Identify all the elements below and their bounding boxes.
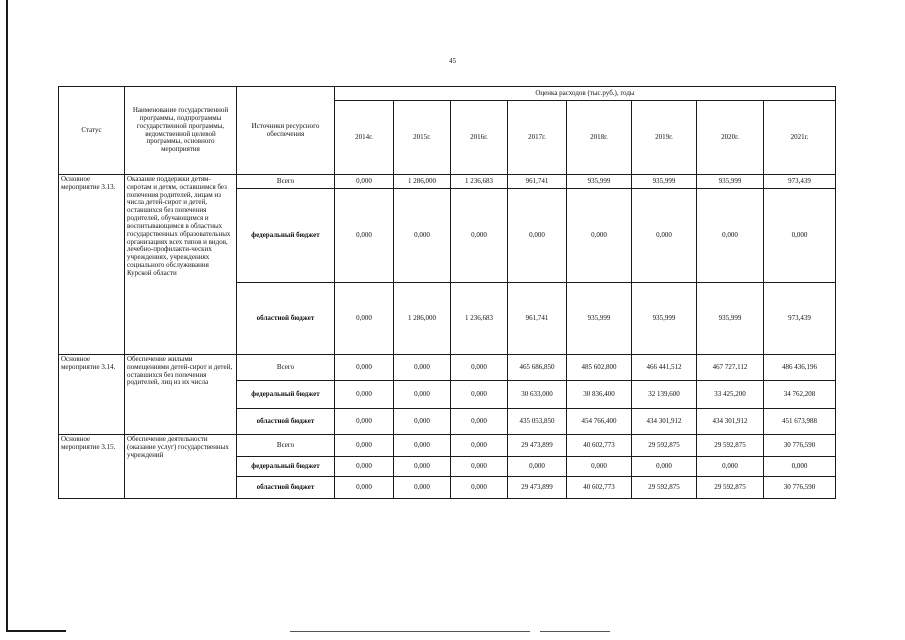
- value-cell: 467 727,112: [697, 355, 764, 381]
- program-name-cell: Обеспечение жилыми помещениями детей-сирот и детей, оставшихся без попечения родителей, лиц из их числа: [125, 355, 237, 435]
- value-cell: 0,000: [394, 457, 451, 477]
- header-name: Наименование государственной программы, подпрограммы государственной программы, ведомственной целевой программы, основного мероприятия: [125, 87, 237, 175]
- page-bottom-artifact: [540, 631, 610, 632]
- value-cell: 0,000: [335, 189, 394, 283]
- value-cell: 0,000: [451, 435, 508, 457]
- value-cell: 0,000: [567, 189, 632, 283]
- value-cell: 1 286,000: [394, 175, 451, 189]
- expenditure-table: [58, 86, 836, 499]
- value-cell: 935,999: [567, 175, 632, 189]
- source-cell: областной бюджет: [237, 283, 335, 355]
- value-cell: 0,000: [632, 457, 697, 477]
- value-cell: 0,000: [567, 457, 632, 477]
- status-cell: Основное мероприятие 3.13.: [59, 175, 125, 355]
- source-cell: Всего: [237, 175, 335, 189]
- value-cell: 30 633,000: [508, 381, 567, 409]
- value-cell: 0,000: [508, 189, 567, 283]
- value-cell: 0,000: [335, 355, 394, 381]
- value-cell: 435 053,850: [508, 409, 567, 435]
- value-cell: 0,000: [764, 189, 836, 283]
- page-left-border: [6, 0, 8, 632]
- year-header: 2014г.: [335, 101, 394, 175]
- page-bottom-artifact: [290, 631, 530, 632]
- page-number: 45: [449, 57, 456, 65]
- value-cell: 29 473,899: [508, 477, 567, 499]
- status-cell: Основное мероприятие 3.15.: [59, 435, 125, 499]
- value-cell: 935,999: [632, 283, 697, 355]
- year-header: 2017г.: [508, 101, 567, 175]
- value-cell: 973,439: [764, 283, 836, 355]
- value-cell: 1 236,683: [451, 175, 508, 189]
- source-cell: федеральный бюджет: [237, 381, 335, 409]
- value-cell: 30 836,400: [567, 381, 632, 409]
- value-cell: 0,000: [394, 435, 451, 457]
- year-header: 2021г.: [764, 101, 836, 175]
- value-cell: 34 762,208: [764, 381, 836, 409]
- value-cell: 0,000: [632, 189, 697, 283]
- program-name-cell: Оказание поддержки детям-сиротам и детям, оставшимся без попечения родителей, лицам из числа детей-сирот и детей, оставшихся без попечения родителей, обучающимся и воспитывающимся в областных государственных образовательных организациях всех типов и видов, лечебно-профилакти-ческих учреждениях, учреждениях социального обслуживания Курской области: [125, 175, 237, 355]
- value-cell: 0,000: [394, 381, 451, 409]
- value-cell: 1 236,683: [451, 283, 508, 355]
- value-cell: 466 441,512: [632, 355, 697, 381]
- value-cell: 0,000: [451, 477, 508, 499]
- value-cell: 0,000: [335, 457, 394, 477]
- value-cell: 0,000: [451, 355, 508, 381]
- value-cell: 29 592,875: [697, 477, 764, 499]
- year-header: 2020г.: [697, 101, 764, 175]
- year-header: 2019г.: [632, 101, 697, 175]
- value-cell: 0,000: [394, 355, 451, 381]
- value-cell: 0,000: [394, 409, 451, 435]
- value-cell: 29 473,899: [508, 435, 567, 457]
- value-cell: 40 602,773: [567, 435, 632, 457]
- value-cell: 0,000: [335, 477, 394, 499]
- header-estimate: Оценка расходов (тыс.руб.), годы: [335, 87, 836, 101]
- source-cell: федеральный бюджет: [237, 457, 335, 477]
- year-header: 2016г.: [451, 101, 508, 175]
- value-cell: 0,000: [697, 189, 764, 283]
- value-cell: 0,000: [335, 435, 394, 457]
- value-cell: 961,741: [508, 283, 567, 355]
- value-cell: 935,999: [632, 175, 697, 189]
- value-cell: 0,000: [335, 381, 394, 409]
- value-cell: 33 425,200: [697, 381, 764, 409]
- value-cell: 935,999: [697, 175, 764, 189]
- value-cell: 0,000: [451, 409, 508, 435]
- value-cell: 0,000: [451, 381, 508, 409]
- value-cell: 465 686,850: [508, 355, 567, 381]
- value-cell: 935,999: [697, 283, 764, 355]
- value-cell: 0,000: [335, 283, 394, 355]
- source-cell: областной бюджет: [237, 409, 335, 435]
- value-cell: 29 592,875: [697, 435, 764, 457]
- source-cell: областной бюджет: [237, 477, 335, 499]
- header-sources: Источники ресурсного обеспечения: [237, 87, 335, 175]
- value-cell: 29 592,875: [632, 435, 697, 457]
- value-cell: 485 602,800: [567, 355, 632, 381]
- value-cell: 0,000: [508, 457, 567, 477]
- value-cell: 0,000: [394, 189, 451, 283]
- value-cell: 434 301,912: [632, 409, 697, 435]
- program-name-cell: Обеспечение деятельности (оказание услуг) государственных учреждений: [125, 435, 237, 499]
- value-cell: 451 673,988: [764, 409, 836, 435]
- value-cell: 29 592,875: [632, 477, 697, 499]
- value-cell: 0,000: [764, 457, 836, 477]
- value-cell: 434 301,912: [697, 409, 764, 435]
- value-cell: 0,000: [335, 409, 394, 435]
- value-cell: 1 286,000: [394, 283, 451, 355]
- year-header: 2018г.: [567, 101, 632, 175]
- value-cell: 30 776,590: [764, 435, 836, 457]
- value-cell: 935,999: [567, 283, 632, 355]
- value-cell: 0,000: [335, 175, 394, 189]
- year-header: 2015г.: [394, 101, 451, 175]
- value-cell: 973,439: [764, 175, 836, 189]
- value-cell: 0,000: [451, 189, 508, 283]
- value-cell: 32 139,600: [632, 381, 697, 409]
- value-cell: 454 766,400: [567, 409, 632, 435]
- value-cell: 0,000: [394, 477, 451, 499]
- value-cell: 961,741: [508, 175, 567, 189]
- status-cell: Основное мероприятие 3.14.: [59, 355, 125, 435]
- source-cell: федеральный бюджет: [237, 189, 335, 283]
- value-cell: 0,000: [697, 457, 764, 477]
- value-cell: 30 776,590: [764, 477, 836, 499]
- page-bottom-border: [6, 630, 66, 632]
- source-cell: Всего: [237, 435, 335, 457]
- source-cell: Всего: [237, 355, 335, 381]
- value-cell: 486 436,196: [764, 355, 836, 381]
- value-cell: 0,000: [451, 457, 508, 477]
- header-status: Статус: [59, 87, 125, 175]
- value-cell: 40 602,773: [567, 477, 632, 499]
